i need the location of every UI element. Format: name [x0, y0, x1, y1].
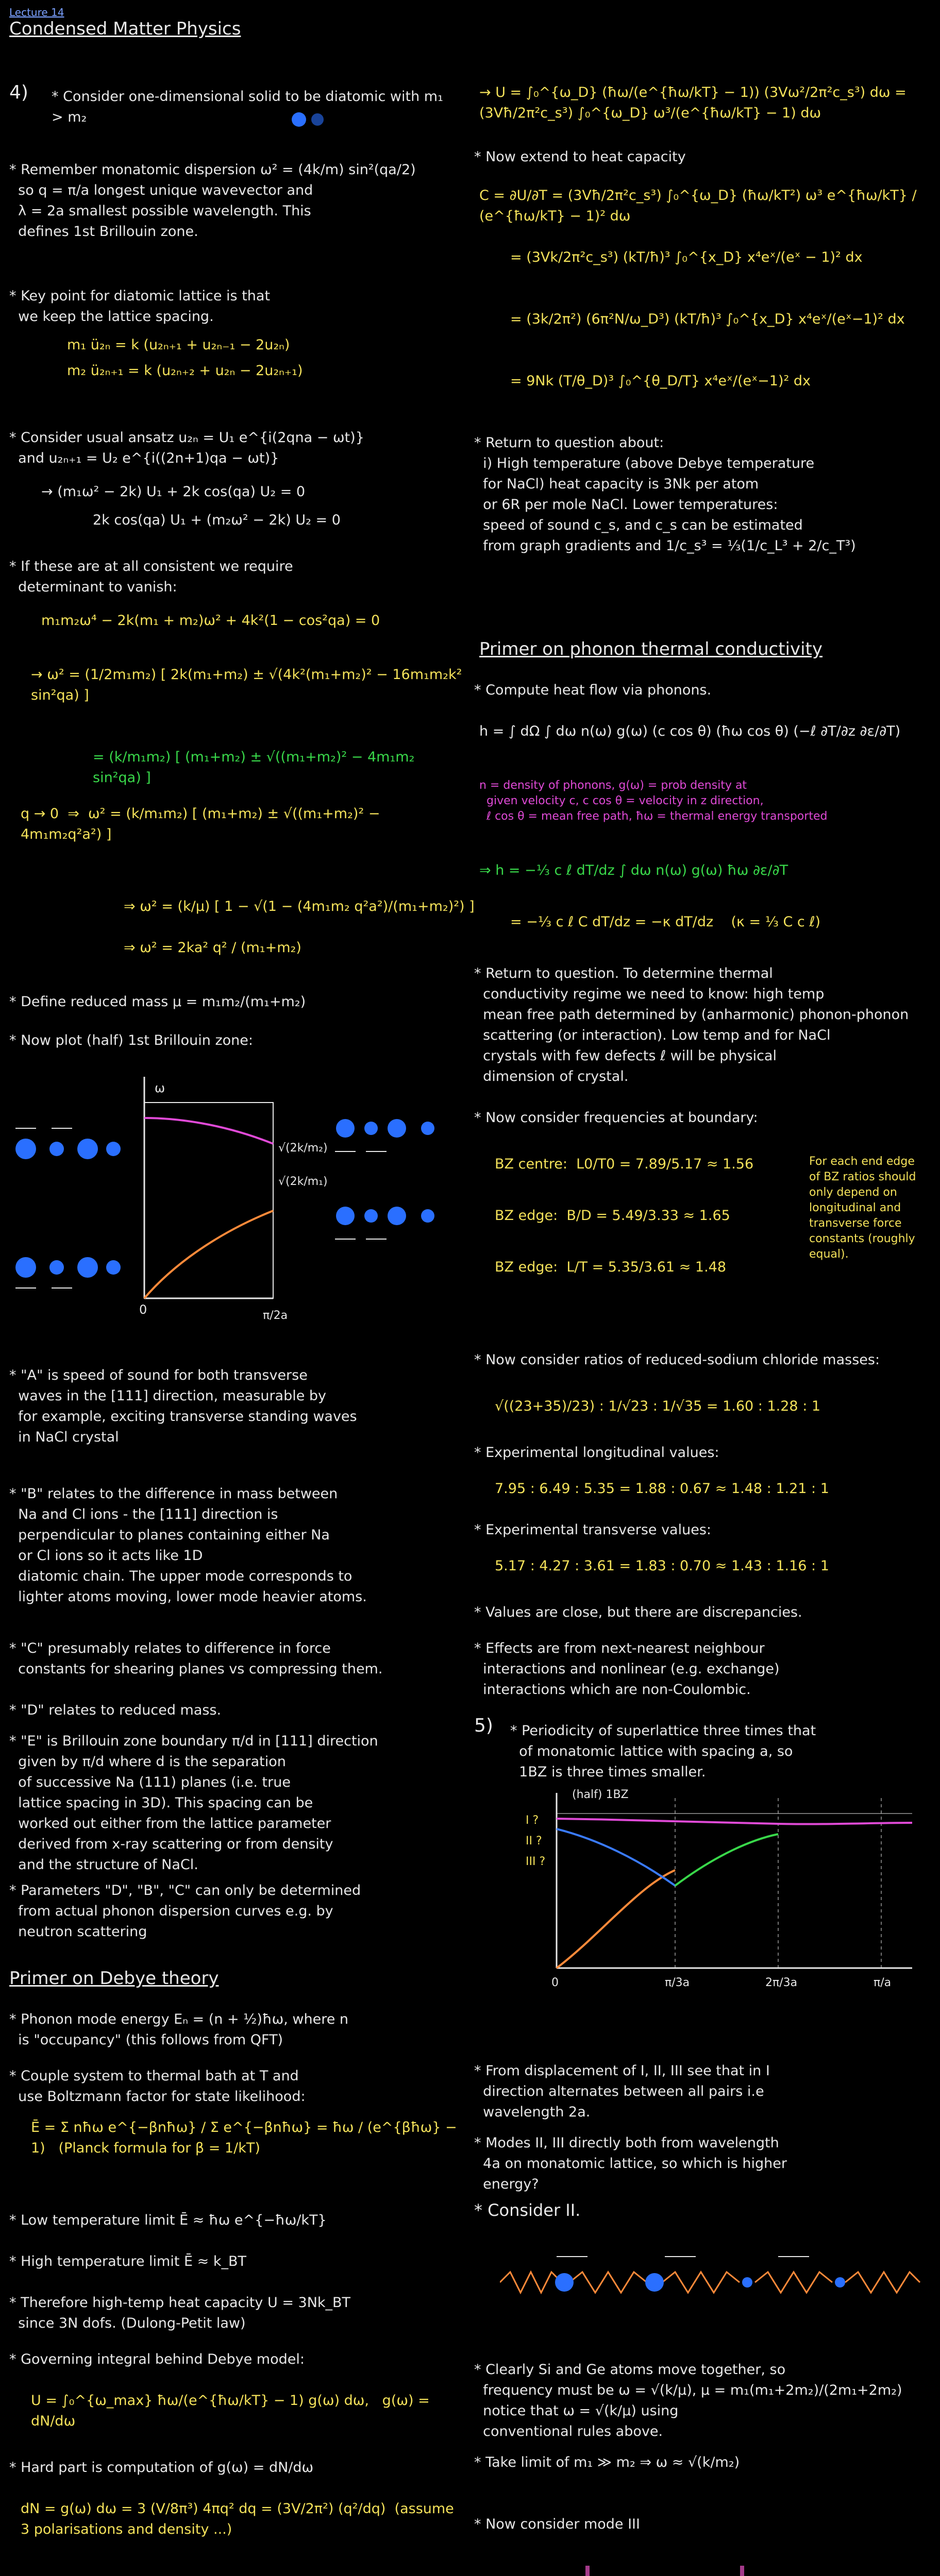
ansatz-text: * Consider usual ansatz u₂ₙ = U₁ e^{i(2qna − ωt)} and u₂ₙ₊₁ = U₂ e^{i((2n+1)qa − ωt)} — [9, 430, 364, 466]
spring-chain-III — [500, 2555, 922, 2576]
page-title: Condensed Matter Physics — [9, 19, 241, 39]
dispersion-sketch — [5, 1061, 459, 1340]
take-limit: * Take limit of m₁ ≫ m₂ ⇒ ω ≈ √(k/m₂) — [474, 2454, 740, 2470]
limit-eq-3: ⇒ ω² = 2ka² q² / (m₁+m₂) — [124, 940, 301, 956]
plot-x-end: π/2a — [263, 1309, 288, 1322]
plot-intro: * Now plot (half) 1st Brillouin zone: — [9, 1032, 253, 1048]
keypoint-text: * Key point for diatomic lattice is that we keep the lattice spacing. — [9, 288, 271, 325]
plot-D-label: √(2k/m₁) — [278, 1175, 328, 1188]
kappa-eq-1: ⇒ h = −⅓ c ℓ dT/dz ∫ dω n(ω) g(ω) ħω ∂ε/∂T — [479, 862, 788, 878]
question-answer: * Return to question. To determine thermal conductivity regime we need to know: high temp mean free path determined by (anharmonic) phonon-phonon scattering (or interaction). Low temp and for NaCl crystals with few defects ℓ will be physical dimension of crystal. — [474, 965, 909, 1084]
q5-text: * Periodicity of superlattice three times that of monatomic lattice with spacing a, so 1BZ is three times smaller. — [510, 1723, 816, 1780]
spring-chain-II — [500, 2241, 922, 2318]
ratios-eq: √((23+35)/23) : 1/√23 : 1/√35 = 1.60 : 1.28 : 1 — [495, 1398, 821, 1414]
lecture-label: Lecture 14 — [9, 6, 64, 19]
system-eq-1: → (m₁ω² − 2k) U₁ + 2k cos(qa) U₂ = 0 — [41, 484, 306, 500]
dulong-petit: * Therefore high-temp heat capacity U = 3Nk_BT since 3N dofs. (Dulong-Petit law) — [9, 2295, 351, 2331]
clearly-text: * Clearly Si and Ge atoms move together, so frequency must be ω = √(k/μ), μ = m₁(m₁+2m₂)/(2m₁+2m₂) notice that ω = √(k/μ) using conventional rules above. — [474, 2362, 902, 2439]
heat-flux-eq: h = ∫ dΩ ∫ dω n(ω) g(ω) (c cos θ) (ħω cos θ) (−ℓ ∂T/∂z ∂ε/∂T) — [479, 723, 901, 739]
plot-origin: 0 — [139, 1302, 147, 1317]
determinant-eq-2: → ω² = (1/2m₁m₂) [ 2k(m₁+m₂) ± √(4k²(m₁+m₂)² − 16m₁m₂k² sin²qa) ] — [31, 667, 467, 703]
U-integral: → U = ∫₀^{ω_D} (ħω/(e^{ħω/kT} − 1)) (3Vω²/2π²c_s³) dω = (3Vħ/2π²c_s³) ∫₀^{ω_D} ω³/(e^{ħω/kT} − 1) dω — [479, 84, 911, 121]
note-B: * "B" relates to the difference in mass between Na and Cl ions - the [111] direction is perpendicular to planes containing either Na or Cl ions so it acts like 1D diatomic chain. The upper mode corresponds to lighter atoms moving, lower mode heavier atoms. — [9, 1486, 367, 1605]
superlattice-sketch — [521, 1783, 922, 1999]
plot2-y3: III ? — [526, 1855, 546, 1868]
plot2-x1: π/3a — [665, 1976, 690, 1989]
exp-long-intro: * Experimental longitudinal values: — [474, 1445, 719, 1461]
plot2-x2: 2π/3a — [765, 1976, 798, 1989]
remember-text: * Remember monatomic dispersion ω² = (4k/m) sin²(qa/2) so q = π/a longest unique wavevector and λ = 2a smallest possible wavelength. This defines 1st Brillouin zone. — [9, 162, 416, 240]
low-T-limit: * Low temperature limit Ē ≈ ħω e^{−ħω/kT} — [9, 2212, 327, 2228]
debye-integral: U = ∫₀^{ω_max} ħω/(e^{ħω/kT} − 1) g(ω) dω, g(ω) = dN/dω — [31, 2393, 434, 2429]
C-eq-2: = (3Vk/2π²c_s³) (kT/ħ)³ ∫₀^{x_D} x⁴eˣ/(eˣ − 1)² dx — [510, 249, 863, 265]
dn-equation: dN = g(ω) dω = 3 (V/8π³) 4πq² dq = (3V/2π²) (q²/dq) (assume 3 polarisations and density ...) — [21, 2501, 459, 2537]
consider-II: * Consider II. — [474, 2200, 581, 2220]
reduced-mass: * Define reduced mass μ = m₁m₂/(m₁+m₂) — [9, 994, 306, 1010]
system-eq-2: 2k cos(qa) U₁ + (m₂ω² − 2k) U₂ = 0 — [93, 512, 341, 528]
q4-number: 4) — [9, 82, 28, 103]
effects-text: * Effects are from next-nearest neighbour interactions and nonlinear (e.g. exchange) interactions which are non-Coulombic. — [474, 1640, 780, 1698]
q5-number: 5) — [474, 1715, 493, 1736]
plot2-y1: I ? — [526, 1814, 539, 1827]
C-eq-4: = 9Nk (T/θ_D)³ ∫₀^{θ_D/T} x⁴eˣ/(eˣ−1)² dx — [510, 373, 811, 389]
C-eq-1: C = ∂U/∂T = (3Vħ/2π²c_s³) ∫₀^{ω_D} (ħω/kT²) ω³ e^{ħω/kT} / (e^{ħω/kT} − 1)² dω — [479, 188, 921, 224]
determinant-intro: * If these are at all consistent we require determinant to vanish: — [9, 558, 293, 595]
plot2-title: (half) 1BZ — [572, 1788, 629, 1801]
limit-q0: q → 0 ⇒ ω² = (k/m₁m₂) [ (m₁+m₂) ± √((m₁+m₂)² − 4m₁m₂q²a²) ] — [21, 806, 385, 842]
plot2-x3: π/a — [874, 1976, 892, 1989]
determinant-eq-1: m₁m₂ω⁴ − 2k(m₁ + m₂)ω² + 4k²(1 − cos²qa) = 0 — [41, 613, 380, 629]
consider-III: * Now consider mode III — [474, 2516, 640, 2532]
hard-part: * Hard part is computation of g(ω) = dN/dω — [9, 2460, 314, 2476]
question-notes: * Return to question about: i) High temperature (above Debye temperature for NaCl) heat capacity is 3Nk per atom or 6R per mole NaCl. Lower temperatures: speed of sound c_s, and c_s can be estimated from graph gradients and 1/c_s³ = ⅓(1/c_L³ + 2/c_T³) — [474, 435, 856, 554]
q4-intro: * Consider one-dimensional solid to be diatomic with m₁ > m₂ — [52, 89, 448, 125]
limit-eq-2: ⇒ ω² = (k/μ) [ 1 − √(1 − (4m₁m₂ q²a²)/(m₁+m₂)²) ] — [124, 899, 475, 914]
debye-model: * Governing integral behind Debye model: — [9, 2351, 305, 2367]
bz-note: For each end edge of BZ ratios should only depend on longitudinal and transverse force constants (roughly equal). — [809, 1155, 916, 1261]
bz-edge-2: BZ edge: L/T = 5.35/3.61 ≈ 1.48 — [495, 1259, 727, 1275]
values-close: * Values are close, but there are discrepancies. — [474, 1604, 802, 1620]
note-D: * "D" relates to reduced mass. — [9, 1702, 222, 1718]
ratios-intro: * Now consider ratios of reduced-sodium chloride masses: — [474, 1352, 880, 1368]
plot-C-label: √(2k/m₂) — [278, 1142, 328, 1155]
determinant-eq-3: = (k/m₁m₂) [ (m₁+m₂) ± √((m₁+m₂)² − 4m₁m₂ sin²qa) ] — [93, 749, 419, 786]
C-eq-3: = (3k/2π²) (6π²N/ω_D³) (kT/ħ)³ ∫₀^{x_D} x⁴eˣ/(eˣ−1)² dx — [510, 311, 905, 327]
flux-legend: n = density of phonons, g(ω) = prob density at given velocity c, c cos θ = velocity in z direction, ℓ cos θ = mean free path, ħω = thermal energy transported — [479, 779, 828, 823]
debye-1: * Phonon mode energy Eₙ = (n + ½)ħω, where n is "occupancy" (this follows from QFT) — [9, 2011, 349, 2048]
eq-m2: m₂ ü₂ₙ₊₁ = k (u₂ₙ₊₂ + u₂ₙ − 2u₂ₙ₊₁) — [67, 363, 303, 379]
plot2-y2: II ? — [526, 1835, 542, 1848]
plot2-origin: 0 — [551, 1976, 559, 1989]
exp-long-values: 7.95 : 6.49 : 5.35 = 1.88 : 0.67 ≈ 1.48 : 1.21 : 1 — [495, 1481, 829, 1497]
thermal-intro: * Compute heat flow via phonons. — [474, 682, 712, 698]
note-C: * "C" presumably relates to difference in force constants for shearing planes vs compressing them. — [9, 1640, 383, 1677]
boundary-intro: * Now consider frequencies at boundary: — [474, 1110, 758, 1126]
exp-trans-intro: * Experimental transverse values: — [474, 1522, 711, 1538]
note-A: * "A" is speed of sound for both transverse waves in the [111] direction, measurable by for example, exciting transverse standing waves in NaCl crystal — [9, 1367, 357, 1445]
high-T-limit: * High temperature limit Ē ≈ k_BT — [9, 2253, 246, 2269]
debye-eq: Ē = Σ nħω e^{−βnħω} / Σ e^{−βnħω} = ħω / (e^{βħω} − 1) (Planck formula for β = 1/kT) — [31, 2120, 462, 2156]
exp-trans-values: 5.17 : 4.27 : 3.61 = 1.83 : 0.70 ≈ 1.43 : 1.16 : 1 — [495, 1558, 829, 1574]
note-params: * Parameters "D", "B", "C" can only be determined from actual phonon dispersion curves e.g. by neutron scattering — [9, 1883, 361, 1940]
atom-chain-icon — [289, 109, 350, 130]
heat-capacity-intro: * Now extend to heat capacity — [474, 149, 686, 165]
note-E: * "E" is Brillouin zone boundary π/d in [111] direction given by π/d where d is the separation of successive Na (111) planes (i.e. true lattice spacing in 3D). This spacing can be worked out either from the lattice parameter derived from x-ray scattering or from density and the structure of NaCl. — [9, 1733, 378, 1873]
kappa-eq-2: = −⅓ c ℓ C dT/dz = −κ dT/dz (κ = ⅓ C c ℓ) — [510, 914, 821, 930]
debye-2: * Couple system to thermal bath at T and use Boltzmann factor for state likelihood: — [9, 2068, 306, 2105]
bz-centre: BZ centre: L0/T0 = 7.89/5.17 ≈ 1.56 — [495, 1156, 754, 1172]
thermal-heading: Primer on phonon thermal conductivity — [479, 639, 823, 659]
eq-m1: m₁ ü₂ₙ = k (u₂ₙ₊₁ + u₂ₙ₋₁ − 2u₂ₙ) — [67, 337, 290, 353]
plot-y-label: ω — [155, 1081, 165, 1095]
modes-text: * Modes II, III directly both from wavelength 4a on monatomic lattice, so which is higher energy? — [474, 2135, 787, 2192]
debye-heading: Primer on Debye theory — [9, 1968, 219, 1989]
bz-edge-1: BZ edge: B/D = 5.49/3.33 ≈ 1.65 — [495, 1208, 730, 1224]
from-displacement: * From displacement of I, II, III see that in I direction alternates between all pairs i.e wavelength 2a. — [474, 2063, 770, 2120]
